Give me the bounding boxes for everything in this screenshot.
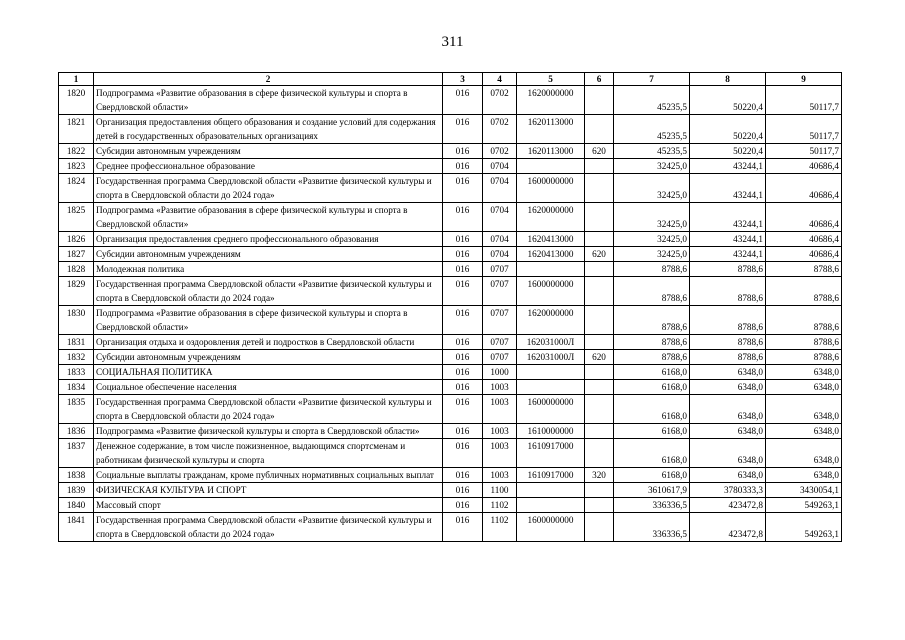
section-code-cell: 0704 bbox=[483, 247, 517, 262]
amount-cell: 6168,0 bbox=[614, 380, 690, 395]
budget-table bbox=[58, 72, 842, 542]
column-header: 9 bbox=[766, 73, 842, 86]
expense-type-cell bbox=[585, 365, 614, 380]
amount-cell: 8788,6 bbox=[690, 277, 766, 306]
ministry-code-cell: 016 bbox=[443, 115, 483, 144]
column-header: 1 bbox=[59, 73, 94, 86]
section-code-cell: 1102 bbox=[483, 498, 517, 513]
item-name-cell: ФИЗИЧЕСКАЯ КУЛЬТУРА И СПОРТ bbox=[94, 483, 443, 498]
amount-cell: 6168,0 bbox=[614, 468, 690, 483]
amount-cell: 423472,8 bbox=[690, 513, 766, 542]
row-number-cell: 1823 bbox=[59, 159, 94, 174]
amount-cell: 43244,1 bbox=[690, 232, 766, 247]
target-code-cell: 1620000000 bbox=[517, 203, 585, 232]
amount-cell: 32425,0 bbox=[614, 232, 690, 247]
item-name-cell: Государственная программа Свердловской области «Развитие физической культуры и спорта в Свердловской области до 2024 года» bbox=[94, 395, 443, 424]
table-row bbox=[59, 277, 842, 306]
amount-cell: 3610617,9 bbox=[614, 483, 690, 498]
expense-type-cell bbox=[585, 86, 614, 115]
amount-cell: 8788,6 bbox=[690, 335, 766, 350]
column-header: 6 bbox=[585, 73, 614, 86]
expense-type-cell bbox=[585, 483, 614, 498]
table-row bbox=[59, 159, 842, 174]
item-name-cell: Социальное обеспечение населения bbox=[94, 380, 443, 395]
amount-cell: 8788,6 bbox=[614, 306, 690, 335]
ministry-code-cell: 016 bbox=[443, 203, 483, 232]
item-name-cell: СОЦИАЛЬНАЯ ПОЛИТИКА bbox=[94, 365, 443, 380]
row-number-cell: 1829 bbox=[59, 277, 94, 306]
expense-type-cell: 620 bbox=[585, 247, 614, 262]
ministry-code-cell: 016 bbox=[443, 365, 483, 380]
expense-type-cell bbox=[585, 498, 614, 513]
target-code-cell: 1610917000 bbox=[517, 468, 585, 483]
header-row bbox=[59, 73, 842, 86]
amount-cell: 3780333,3 bbox=[690, 483, 766, 498]
amount-cell: 6168,0 bbox=[614, 395, 690, 424]
table-row bbox=[59, 115, 842, 144]
row-number-cell: 1824 bbox=[59, 174, 94, 203]
amount-cell: 45235,5 bbox=[614, 115, 690, 144]
table-row bbox=[59, 86, 842, 115]
ministry-code-cell: 016 bbox=[443, 424, 483, 439]
amount-cell: 8788,6 bbox=[766, 335, 842, 350]
item-name-cell: Подпрограмма «Развитие образования в сфере физической культуры и спорта в Свердловской области» bbox=[94, 86, 443, 115]
item-name-cell: Субсидии автономным учреждениям bbox=[94, 144, 443, 159]
row-number-cell: 1822 bbox=[59, 144, 94, 159]
amount-cell: 32425,0 bbox=[614, 174, 690, 203]
ministry-code-cell: 016 bbox=[443, 159, 483, 174]
row-number-cell: 1837 bbox=[59, 439, 94, 468]
amount-cell: 6168,0 bbox=[614, 424, 690, 439]
amount-cell: 8788,6 bbox=[690, 262, 766, 277]
table-body bbox=[59, 86, 842, 542]
expense-type-cell bbox=[585, 262, 614, 277]
ministry-code-cell: 016 bbox=[443, 232, 483, 247]
amount-cell: 32425,0 bbox=[614, 159, 690, 174]
item-name-cell: Среднее профессиональное образование bbox=[94, 159, 443, 174]
row-number-cell: 1821 bbox=[59, 115, 94, 144]
amount-cell: 6348,0 bbox=[766, 424, 842, 439]
amount-cell: 8788,6 bbox=[614, 262, 690, 277]
target-code-cell bbox=[517, 365, 585, 380]
section-code-cell: 0704 bbox=[483, 203, 517, 232]
target-code-cell: 1620000000 bbox=[517, 306, 585, 335]
amount-cell: 50117,7 bbox=[766, 86, 842, 115]
amount-cell: 50117,7 bbox=[766, 115, 842, 144]
amount-cell: 549263,1 bbox=[766, 498, 842, 513]
expense-type-cell bbox=[585, 203, 614, 232]
table-row bbox=[59, 365, 842, 380]
expense-type-cell bbox=[585, 335, 614, 350]
amount-cell: 43244,1 bbox=[690, 247, 766, 262]
target-code-cell: 1620413000 bbox=[517, 232, 585, 247]
expense-type-cell bbox=[585, 306, 614, 335]
amount-cell: 8788,6 bbox=[766, 262, 842, 277]
table-row bbox=[59, 439, 842, 468]
amount-cell: 40686,4 bbox=[766, 203, 842, 232]
ministry-code-cell: 016 bbox=[443, 483, 483, 498]
item-name-cell: Государственная программа Свердловской области «Развитие физической культуры и спорта в Свердловской области до 2024 года» bbox=[94, 277, 443, 306]
ministry-code-cell: 016 bbox=[443, 513, 483, 542]
target-code-cell: 1620113000 bbox=[517, 144, 585, 159]
amount-cell: 6348,0 bbox=[690, 395, 766, 424]
target-code-cell bbox=[517, 380, 585, 395]
ministry-code-cell: 016 bbox=[443, 262, 483, 277]
expense-type-cell bbox=[585, 513, 614, 542]
table-row bbox=[59, 483, 842, 498]
section-code-cell: 0704 bbox=[483, 174, 517, 203]
amount-cell: 43244,1 bbox=[690, 174, 766, 203]
ministry-code-cell: 016 bbox=[443, 439, 483, 468]
table-row bbox=[59, 498, 842, 513]
expense-type-cell bbox=[585, 395, 614, 424]
table-row bbox=[59, 468, 842, 483]
row-number-cell: 1833 bbox=[59, 365, 94, 380]
section-code-cell: 0702 bbox=[483, 86, 517, 115]
row-number-cell: 1838 bbox=[59, 468, 94, 483]
item-name-cell: Субсидии автономным учреждениям bbox=[94, 247, 443, 262]
amount-cell: 8788,6 bbox=[614, 335, 690, 350]
table-row bbox=[59, 395, 842, 424]
target-code-cell: 1600000000 bbox=[517, 513, 585, 542]
amount-cell: 8788,6 bbox=[614, 277, 690, 306]
section-code-cell: 1003 bbox=[483, 395, 517, 424]
page-number: 311 bbox=[441, 34, 464, 50]
column-header: 2 bbox=[94, 73, 443, 86]
target-code-cell bbox=[517, 483, 585, 498]
row-number-cell: 1831 bbox=[59, 335, 94, 350]
table-row bbox=[59, 247, 842, 262]
row-number-cell: 1839 bbox=[59, 483, 94, 498]
expense-type-cell bbox=[585, 424, 614, 439]
section-code-cell: 0707 bbox=[483, 350, 517, 365]
column-header: 4 bbox=[483, 73, 517, 86]
section-code-cell: 0707 bbox=[483, 262, 517, 277]
row-number-cell: 1826 bbox=[59, 232, 94, 247]
amount-cell: 6348,0 bbox=[766, 439, 842, 468]
amount-cell: 43244,1 bbox=[690, 159, 766, 174]
expense-type-cell bbox=[585, 115, 614, 144]
table-row bbox=[59, 380, 842, 395]
section-code-cell: 1100 bbox=[483, 483, 517, 498]
column-header: 7 bbox=[614, 73, 690, 86]
column-header: 8 bbox=[690, 73, 766, 86]
expense-type-cell bbox=[585, 439, 614, 468]
expense-type-cell bbox=[585, 232, 614, 247]
item-name-cell: Государственная программа Свердловской области «Развитие физической культуры и спорта в Свердловской области до 2024 года» bbox=[94, 513, 443, 542]
amount-cell: 50220,4 bbox=[690, 144, 766, 159]
amount-cell: 549263,1 bbox=[766, 513, 842, 542]
amount-cell: 336336,5 bbox=[614, 498, 690, 513]
expense-type-cell: 620 bbox=[585, 144, 614, 159]
row-number-cell: 1827 bbox=[59, 247, 94, 262]
table-row bbox=[59, 232, 842, 247]
amount-cell: 6168,0 bbox=[614, 365, 690, 380]
target-code-cell: 1620000000 bbox=[517, 86, 585, 115]
amount-cell: 32425,0 bbox=[614, 247, 690, 262]
target-code-cell bbox=[517, 159, 585, 174]
amount-cell: 50220,4 bbox=[690, 115, 766, 144]
table-row bbox=[59, 335, 842, 350]
row-number-cell: 1834 bbox=[59, 380, 94, 395]
column-header: 5 bbox=[517, 73, 585, 86]
amount-cell: 6348,0 bbox=[766, 468, 842, 483]
amount-cell: 6348,0 bbox=[766, 365, 842, 380]
item-name-cell: Массовый спорт bbox=[94, 498, 443, 513]
section-code-cell: 1000 bbox=[483, 365, 517, 380]
row-number-cell: 1820 bbox=[59, 86, 94, 115]
section-code-cell: 1003 bbox=[483, 380, 517, 395]
section-code-cell: 0704 bbox=[483, 232, 517, 247]
ministry-code-cell: 016 bbox=[443, 144, 483, 159]
item-name-cell: Подпрограмма «Развитие образования в сфере физической культуры и спорта в Свердловской области» bbox=[94, 203, 443, 232]
table-row bbox=[59, 174, 842, 203]
target-code-cell: 1610000000 bbox=[517, 424, 585, 439]
amount-cell: 32425,0 bbox=[614, 203, 690, 232]
target-code-cell: 1620413000 bbox=[517, 247, 585, 262]
ministry-code-cell: 016 bbox=[443, 335, 483, 350]
amount-cell: 8788,6 bbox=[766, 306, 842, 335]
row-number-cell: 1830 bbox=[59, 306, 94, 335]
target-code-cell: 1600000000 bbox=[517, 395, 585, 424]
amount-cell: 6348,0 bbox=[766, 395, 842, 424]
ministry-code-cell: 016 bbox=[443, 380, 483, 395]
row-number-cell: 1828 bbox=[59, 262, 94, 277]
amount-cell: 45235,5 bbox=[614, 86, 690, 115]
amount-cell: 336336,5 bbox=[614, 513, 690, 542]
column-header: 3 bbox=[443, 73, 483, 86]
amount-cell: 50220,4 bbox=[690, 86, 766, 115]
expense-type-cell: 620 bbox=[585, 350, 614, 365]
amount-cell: 40686,4 bbox=[766, 232, 842, 247]
target-code-cell: 1600000000 bbox=[517, 277, 585, 306]
section-code-cell: 0707 bbox=[483, 335, 517, 350]
amount-cell: 8788,6 bbox=[690, 306, 766, 335]
row-number-cell: 1841 bbox=[59, 513, 94, 542]
table-row bbox=[59, 203, 842, 232]
table-row bbox=[59, 350, 842, 365]
ministry-code-cell: 016 bbox=[443, 174, 483, 203]
section-code-cell: 0704 bbox=[483, 159, 517, 174]
section-code-cell: 0707 bbox=[483, 306, 517, 335]
item-name-cell: Молодежная политика bbox=[94, 262, 443, 277]
target-code-cell: 1620113000 bbox=[517, 115, 585, 144]
table-row bbox=[59, 144, 842, 159]
row-number-cell: 1825 bbox=[59, 203, 94, 232]
ministry-code-cell: 016 bbox=[443, 468, 483, 483]
amount-cell: 6348,0 bbox=[766, 380, 842, 395]
section-code-cell: 1003 bbox=[483, 468, 517, 483]
amount-cell: 6348,0 bbox=[690, 424, 766, 439]
section-code-cell: 0702 bbox=[483, 115, 517, 144]
target-code-cell: 1610917000 bbox=[517, 439, 585, 468]
item-name-cell: Субсидии автономным учреждениям bbox=[94, 350, 443, 365]
item-name-cell: Социальные выплаты гражданам, кроме публичных нормативных социальных выплат bbox=[94, 468, 443, 483]
expense-type-cell bbox=[585, 159, 614, 174]
item-name-cell: Организация отдыха и оздоровления детей и подростков в Свердловской области bbox=[94, 335, 443, 350]
section-code-cell: 0702 bbox=[483, 144, 517, 159]
ministry-code-cell: 016 bbox=[443, 395, 483, 424]
expense-type-cell bbox=[585, 277, 614, 306]
amount-cell: 6348,0 bbox=[690, 380, 766, 395]
ministry-code-cell: 016 bbox=[443, 277, 483, 306]
table-row bbox=[59, 262, 842, 277]
row-number-cell: 1835 bbox=[59, 395, 94, 424]
target-code-cell: 162031000Л bbox=[517, 350, 585, 365]
item-name-cell: Организация предоставления среднего профессионального образования bbox=[94, 232, 443, 247]
amount-cell: 6348,0 bbox=[690, 439, 766, 468]
amount-cell: 40686,4 bbox=[766, 174, 842, 203]
amount-cell: 423472,8 bbox=[690, 498, 766, 513]
amount-cell: 45235,5 bbox=[614, 144, 690, 159]
amount-cell: 3430054,1 bbox=[766, 483, 842, 498]
section-code-cell: 1003 bbox=[483, 424, 517, 439]
item-name-cell: Подпрограмма «Развитие образования в сфере физической культуры и спорта в Свердловской области» bbox=[94, 306, 443, 335]
amount-cell: 40686,4 bbox=[766, 159, 842, 174]
amount-cell: 8788,6 bbox=[766, 350, 842, 365]
amount-cell: 8788,6 bbox=[766, 277, 842, 306]
target-code-cell bbox=[517, 262, 585, 277]
ministry-code-cell: 016 bbox=[443, 86, 483, 115]
amount-cell: 6168,0 bbox=[614, 439, 690, 468]
row-number-cell: 1832 bbox=[59, 350, 94, 365]
table-row bbox=[59, 513, 842, 542]
target-code-cell: 1600000000 bbox=[517, 174, 585, 203]
target-code-cell: 162031000Л bbox=[517, 335, 585, 350]
ministry-code-cell: 016 bbox=[443, 306, 483, 335]
amount-cell: 8788,6 bbox=[614, 350, 690, 365]
expense-type-cell bbox=[585, 174, 614, 203]
amount-cell: 43244,1 bbox=[690, 203, 766, 232]
expense-type-cell: 320 bbox=[585, 468, 614, 483]
amount-cell: 8788,6 bbox=[690, 350, 766, 365]
row-number-cell: 1836 bbox=[59, 424, 94, 439]
section-code-cell: 0707 bbox=[483, 277, 517, 306]
item-name-cell: Организация предоставления общего образования и создание условий для содержания детей в государственных образовательных организациях bbox=[94, 115, 443, 144]
row-number-cell: 1840 bbox=[59, 498, 94, 513]
amount-cell: 6348,0 bbox=[690, 468, 766, 483]
table-row bbox=[59, 424, 842, 439]
amount-cell: 40686,4 bbox=[766, 247, 842, 262]
ministry-code-cell: 016 bbox=[443, 350, 483, 365]
ministry-code-cell: 016 bbox=[443, 498, 483, 513]
section-code-cell: 1003 bbox=[483, 439, 517, 468]
item-name-cell: Государственная программа Свердловской области «Развитие физической культуры и спорта в Свердловской области до 2024 года» bbox=[94, 174, 443, 203]
table-row bbox=[59, 306, 842, 335]
section-code-cell: 1102 bbox=[483, 513, 517, 542]
amount-cell: 50117,7 bbox=[766, 144, 842, 159]
amount-cell: 6348,0 bbox=[690, 365, 766, 380]
expense-type-cell bbox=[585, 380, 614, 395]
target-code-cell bbox=[517, 498, 585, 513]
item-name-cell: Денежное содержание, в том числе пожизненное, выдающимся спортсменам и работникам физической культуры и спорта bbox=[94, 439, 443, 468]
ministry-code-cell: 016 bbox=[443, 247, 483, 262]
item-name-cell: Подпрограмма «Развитие физической культуры и спорта в Свердловской области» bbox=[94, 424, 443, 439]
